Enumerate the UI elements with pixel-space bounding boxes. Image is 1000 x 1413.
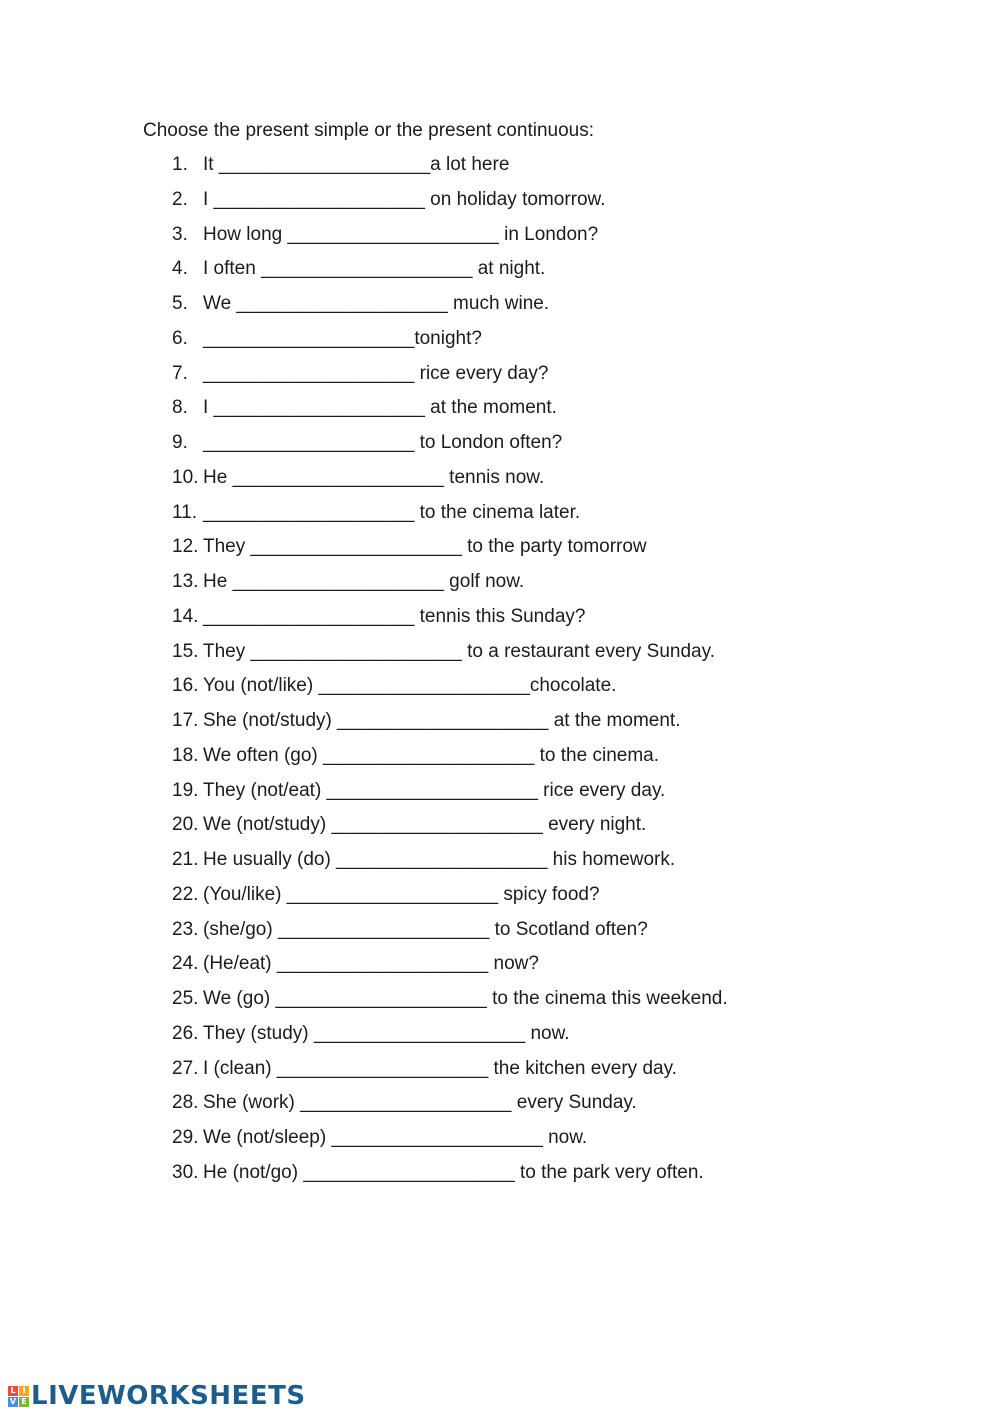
exercise-text: He ____________________ tennis now. [203,466,545,488]
exercise-number: 9. [172,432,188,453]
exercise-item [172,362,728,397]
logo-square: L [8,1386,18,1396]
exercise-number: 16. [172,675,199,697]
logo-mark-icon [8,1386,29,1407]
exercise-text: (He/eat) ____________________ now? [203,953,539,975]
exercise-text: ____________________ rice every day? [203,362,549,384]
exercise-text: They ____________________ to the party tomorrow [203,536,647,558]
exercise-item [172,848,728,883]
exercise-number: 24. [172,953,199,975]
exercise-number: 7. [172,362,188,384]
exercise-item [172,1161,728,1196]
exercise-number: 14. [172,605,199,627]
exercise-text: ____________________ to London often? [203,432,563,453]
exercise-number: 28. [172,1092,199,1114]
exercise-item [172,153,728,188]
exercise-number: 13. [172,571,199,592]
logo-square: E [19,1397,29,1407]
exercise-item [172,1126,728,1161]
exercise-text: We often (go) ____________________ to the cinema. [203,744,659,766]
exercise-item [172,709,728,744]
exercise-text: We (not/sleep) ____________________ now. [203,1127,588,1148]
exercise-text: They ____________________ to a restaurant every Sunday. [203,640,715,662]
exercise-number: 5. [172,293,188,314]
exercise-number: 21. [172,849,199,870]
exercise-item [172,640,728,675]
exercise-number: 29. [172,1127,199,1148]
exercise-item [172,779,728,814]
exercise-text: They (study) ____________________ now. [203,1022,570,1044]
exercise-text: We ____________________ much wine. [203,293,550,314]
exercise-number: 18. [172,744,199,766]
exercise-text: ____________________tonight? [203,327,482,349]
exercise-item [172,188,728,223]
exercise-number: 3. [172,223,188,245]
exercise-item [172,1091,728,1126]
logo-square: V [9,1396,17,1406]
exercise-number: 23. [172,918,199,940]
exercise-text: I often ____________________ at night. [203,258,546,280]
exercise-item [172,292,728,327]
exercise-item [172,918,728,953]
exercise-text: She (work) ____________________ every Sunday. [203,1092,637,1114]
exercise-text: He ____________________ golf now. [203,571,525,592]
exercise-item [172,257,728,292]
exercise-number: 10. [172,466,199,488]
exercise-text: We (go) ____________________ to the cinema this weekend. [203,988,728,1009]
exercise-item [172,327,728,362]
exercise-text: We (not/study) ____________________ every night. [203,814,647,836]
exercise-text: ____________________ tennis this Sunday? [203,605,586,627]
exercise-item [172,605,728,640]
exercise-number: 8. [172,397,188,419]
exercise-item [172,883,728,918]
exercise-list [172,153,728,1196]
exercise-text: I (clean) ____________________ the kitchen every day. [203,1057,677,1079]
exercise-text: I ____________________ at the moment. [203,397,557,419]
exercise-text: She (not/study) ____________________ at the moment. [203,710,681,731]
exercise-text: How long ____________________ in London? [203,223,599,245]
exercise-text: (she/go) ____________________ to Scotland often? [203,918,648,940]
exercise-text: They (not/eat) ____________________ rice every day. [203,779,666,801]
exercise-item [172,744,728,779]
exercise-number: 4. [172,258,188,280]
logo-text: LIVEWORKSHEETS [31,1381,306,1411]
exercise-text: He (not/go) ____________________ to the park very often. [203,1161,704,1183]
exercise-number: 12. [172,536,199,558]
exercise-text: You (not/like) ____________________chocolate. [203,675,617,697]
exercise-number: 15. [172,640,199,662]
exercise-number: 20. [172,814,199,836]
exercise-number: 19. [172,779,199,801]
exercise-item [172,813,728,848]
exercise-text: It ____________________a lot here [203,154,510,175]
exercise-number: 30. [172,1161,199,1183]
exercise-number: 11. [172,501,198,523]
exercise-item [172,952,728,987]
exercise-number: 1. [172,154,188,175]
exercise-text: (You/like) ____________________ spicy food? [203,883,600,905]
liveworksheets-logo [8,1380,306,1412]
exercise-item [172,466,728,501]
exercise-item [172,431,728,466]
exercise-item [172,396,728,431]
exercise-number: 6. [172,327,188,349]
exercise-number: 27. [172,1057,199,1079]
instructions: Choose the present simple or the present continuous: [143,120,594,141]
exercise-text: I ____________________ on holiday tomorrow. [203,188,606,210]
exercise-number: 17. [172,710,199,731]
exercise-item [172,674,728,709]
exercise-number: 22. [172,883,199,905]
exercise-item [172,535,728,570]
exercise-item [172,1022,728,1057]
exercise-text: He usually (do) ____________________ his homework. [203,849,676,870]
logo-square: I [19,1386,29,1396]
exercise-number: 26. [172,1022,199,1044]
exercise-number: 2. [172,188,188,210]
exercise-item [172,987,728,1022]
exercise-item [172,570,728,605]
exercise-item [172,223,728,258]
exercise-number: 25. [172,988,199,1009]
exercise-item [172,1057,728,1092]
exercise-text: ____________________ to the cinema later. [203,501,581,523]
exercise-item [172,501,728,536]
